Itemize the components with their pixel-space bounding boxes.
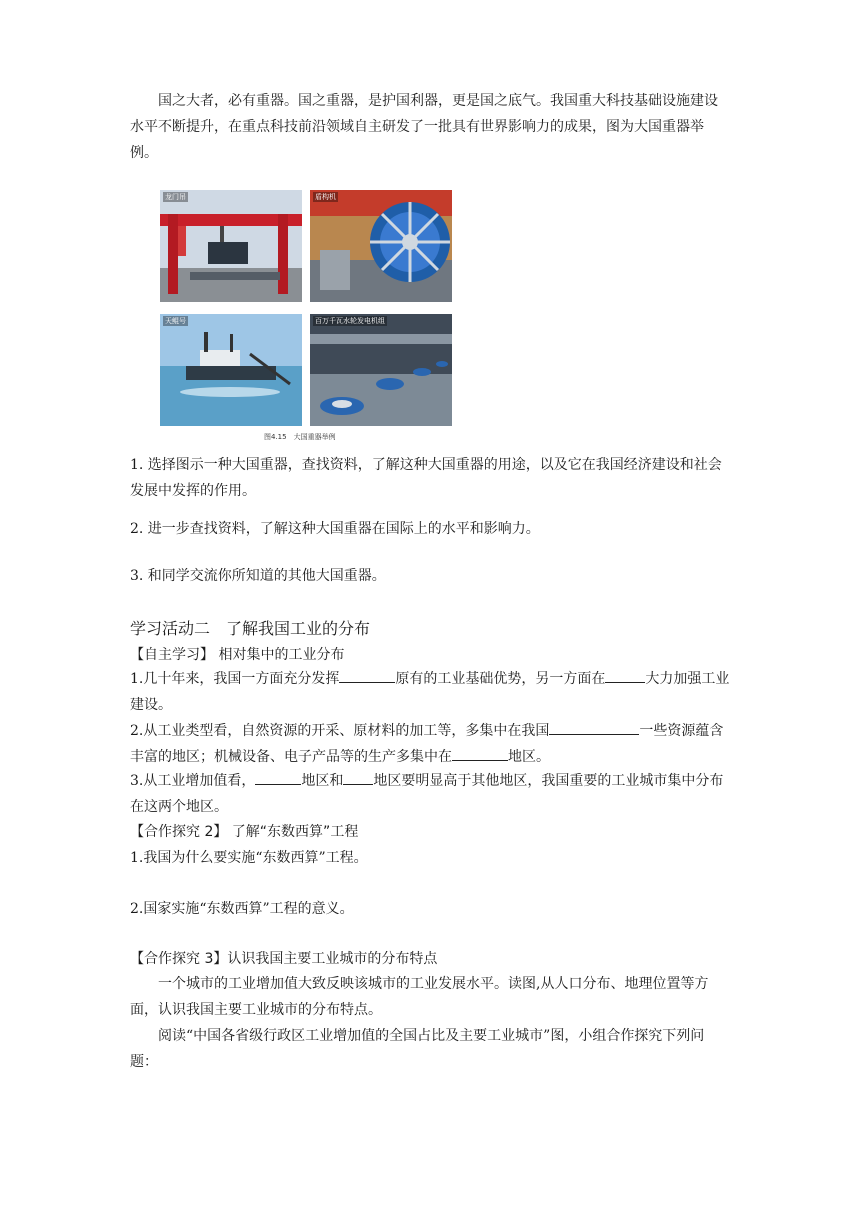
self-study-item-1: 1.几十年来，我国一方面充分发挥 原有的工业基础优势，另一方面在 大力加强工业建设。 [130, 666, 730, 718]
fill-in-blank[interactable] [339, 666, 395, 683]
photo-gantry-crane [160, 190, 302, 302]
fill-in-blank[interactable] [255, 768, 301, 785]
self-study-item-2: 2.从工业类型看，自然资源的开采、原材料的加工等，多集中在我国 一些资源蕴含丰富的地区；机械设备、电子产品等的生产多集中在 地区。 [130, 718, 730, 770]
fill-in-blank[interactable] [452, 744, 508, 761]
explore-3-paragraph-2: 阅读“中国各省级行政区工业增加值的全国占比及主要工业城市”图，小组合作探究下列问题： [130, 1028, 705, 1070]
explore-2-heading: 【合作探究 2】 了解“东数西算”工程 [130, 824, 359, 840]
fill-in-blank[interactable] [605, 666, 645, 683]
photo-label: 百万千瓦水轮发电机组 [315, 317, 385, 325]
explore-3-heading: 【合作探究 3】认识我国主要工业城市的分布特点 [130, 951, 438, 967]
explore-3-paragraph-1: 一个城市的工业增加值大致反映该城市的工业发展水平。读图,从人口分布、地理位置等方面，认识我国主要工业城市的分布特点。 [130, 976, 709, 1018]
photo-label: 龙门吊 [165, 193, 186, 201]
self-study-heading: 【自主学习】 相对集中的工业分布 [130, 647, 345, 663]
explore-2-question-1: 1.我国为什么要实施“东数西算”工程。 [130, 850, 368, 866]
fill-in-blank[interactable] [343, 768, 373, 785]
heavy-equipment-figure [160, 190, 452, 446]
photo-hydro-generator [310, 314, 452, 426]
activity-2-title: 学习活动二 了解我国工业的分布 [130, 619, 371, 638]
figure-caption: 图4.15 大国重器举例 [264, 433, 336, 441]
fill-in-blank[interactable] [549, 718, 639, 735]
question-2: 2. 进一步查找资料，了解这种大国重器在国际上的水平和影响力。 [130, 521, 540, 537]
photo-label: 天鲲号 [165, 317, 186, 325]
question-1: 1. 选择图示一种大国重器，查找资料，了解这种大国重器的用途，以及它在我国经济建设和社会发展中发挥的作用。 [130, 457, 722, 499]
photo-label: 盾构机 [315, 193, 336, 201]
explore-2-question-2: 2.国家实施“东数西算”工程的意义。 [130, 901, 354, 917]
intro-paragraph: 国之大者，必有重器。国之重器，是护国利器，更是国之底气。我国重大科技基础设施建设水平不断提升，在重点科技前沿领域自主研发了一批具有世界影响力的成果，图为大国重器举例。 [130, 93, 718, 161]
photo-dredging-vessel [160, 314, 302, 426]
photo-tunnel-boring-machine [310, 190, 452, 302]
self-study-item-3: 3.从工业增加值看， 地区和 地区要明显高于其他地区，我国重要的工业城市集中分布在这两个地区。 [130, 768, 730, 820]
question-3: 3. 和同学交流你所知道的其他大国重器。 [130, 568, 386, 584]
